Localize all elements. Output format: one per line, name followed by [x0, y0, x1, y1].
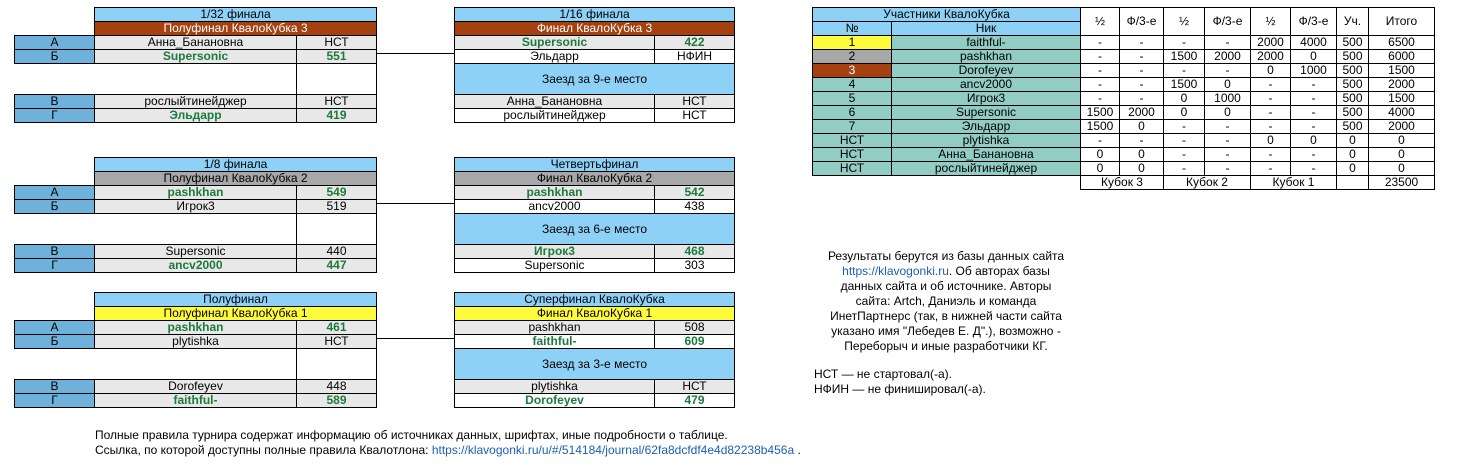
table-row: Б Игрок3 519 — [15, 200, 377, 214]
value-cell: 500 — [1337, 78, 1369, 92]
bracket-r32 — [14, 7, 377, 123]
table-row: Эльдарр НФИН — [455, 50, 735, 64]
table-row — [813, 92, 1435, 106]
value-cell: - — [1120, 134, 1164, 148]
nick-cell: Supersonic — [892, 106, 1081, 120]
table-row: faithful- 609 — [455, 335, 735, 349]
value-cell: 2000 — [1205, 50, 1251, 64]
value-cell: - — [1164, 120, 1205, 134]
grand-total: 23500 — [1369, 176, 1435, 190]
position-cell: НСТ — [813, 134, 892, 148]
connector-line — [376, 203, 454, 204]
column-header: Ник — [892, 22, 1081, 36]
value-cell: 0 — [1164, 92, 1205, 106]
position-cell: 7 — [813, 120, 892, 134]
nick-cell: Анна_Банановна — [892, 148, 1081, 162]
value-cell: 4000 — [1369, 106, 1435, 120]
value-cell: - — [1164, 134, 1205, 148]
column-header: Ф/3-е — [1291, 8, 1337, 36]
value-cell: - — [1081, 92, 1120, 106]
value-cell: 0 — [1337, 134, 1369, 148]
table-row: Dorofeyev 479 — [455, 394, 735, 408]
value-cell: 0 — [1205, 106, 1251, 120]
value-cell: 0 — [1120, 120, 1164, 134]
position-cell: НСТ — [813, 148, 892, 162]
value-cell: - — [1205, 36, 1251, 50]
value-cell: - — [1291, 106, 1337, 120]
value-cell: 2000 — [1369, 78, 1435, 92]
position-cell: 1 — [813, 36, 892, 50]
rules-link[interactable]: https://klavogonki.ru/u/#/514184/journal/62fa8dcfdf4e4d82238b456a — [431, 443, 795, 457]
column-header: ½ — [1251, 8, 1291, 36]
bracket-subtitle: Полуфинал КвалоКубка 2 — [95, 172, 377, 186]
table-row — [813, 148, 1435, 162]
table-row: Игрок3 468 — [455, 245, 735, 259]
bracket-subtitle: Финал КвалоКубка 1 — [455, 307, 735, 321]
position-cell: 4 — [813, 78, 892, 92]
table-row: Г faithful- 589 — [15, 394, 377, 408]
value-cell: - — [1164, 148, 1205, 162]
value-cell: - — [1081, 50, 1120, 64]
table-row: Supersonic 303 — [455, 259, 735, 273]
value-cell: - — [1081, 64, 1120, 78]
value-cell: 1500 — [1164, 78, 1205, 92]
value-cell: - — [1251, 148, 1291, 162]
position-cell: 6 — [813, 106, 892, 120]
value-cell: - — [1120, 36, 1164, 50]
placement-race-label: Заезд за 6-е место — [455, 214, 735, 245]
value-cell: 500 — [1337, 50, 1369, 64]
cup2-label: Кубок 2 — [1164, 176, 1251, 190]
value-cell: - — [1120, 92, 1164, 106]
table-row: В Supersonic 440 — [15, 245, 377, 259]
value-cell: - — [1164, 64, 1205, 78]
value-cell: - — [1205, 148, 1251, 162]
column-header: Итого — [1369, 8, 1435, 36]
cup3-label: Кубок 3 — [1081, 176, 1164, 190]
table-row — [813, 36, 1435, 50]
connector-line — [376, 338, 454, 339]
value-cell: 0 — [1251, 134, 1291, 148]
value-cell: 0 — [1205, 78, 1251, 92]
value-cell: - — [1205, 120, 1251, 134]
value-cell: 0 — [1081, 162, 1120, 176]
column-header: Ф/3-е — [1205, 8, 1251, 36]
table-row: Анна_Банановна НСТ — [455, 95, 735, 109]
value-cell: 2000 — [1251, 36, 1291, 50]
bracket-sf — [14, 292, 377, 408]
legend-nfin: НФИН — не финишировал(-а). — [814, 382, 986, 396]
table-row: рослыйтинейджер НСТ — [455, 109, 735, 123]
table-row — [813, 134, 1435, 148]
bracket-subtitle: Финал КвалоКубка 3 — [455, 22, 735, 36]
value-cell: 2000 — [1120, 106, 1164, 120]
nick-cell: Dorofeyev — [892, 64, 1081, 78]
legend-nst: НСТ — не стартовал(-а). — [814, 367, 952, 381]
value-cell: - — [1205, 64, 1251, 78]
value-cell: 2000 — [1251, 50, 1291, 64]
table-row: pashkhan 542 — [455, 186, 735, 200]
value-cell: 0 — [1291, 50, 1337, 64]
nick-cell: ancv2000 — [892, 78, 1081, 92]
legend — [814, 367, 986, 397]
value-cell: 1000 — [1291, 64, 1337, 78]
bracket-title: 1/8 финала — [95, 158, 377, 172]
table-row: pashkhan 508 — [455, 321, 735, 335]
footer-line1: Полные правила турнира содержат информацию об источниках данных, шрифтах, иные подробности о таблице. — [95, 428, 728, 442]
table-row — [813, 78, 1435, 92]
value-cell: 500 — [1337, 64, 1369, 78]
table-row: Б plytishka НСТ — [15, 335, 377, 349]
bracket-subtitle: Финал КвалоКубка 2 — [455, 172, 735, 186]
value-cell: 500 — [1337, 36, 1369, 50]
value-cell: 0 — [1291, 134, 1337, 148]
value-cell: - — [1120, 50, 1164, 64]
value-cell: 1500 — [1369, 64, 1435, 78]
placement-race-label: Заезд за 3-е место — [455, 349, 735, 380]
value-cell: 0 — [1251, 64, 1291, 78]
value-cell: - — [1081, 78, 1120, 92]
table-row: А Анна_Банановна НСТ — [15, 36, 377, 50]
bracket-subtitle: Полуфинал КвалоКубка 1 — [95, 307, 377, 321]
placement-race-label: Заезд за 9-е место — [455, 64, 735, 95]
bracket-r16 — [454, 7, 735, 123]
value-cell: 0 — [1120, 162, 1164, 176]
nick-cell: plytishka — [892, 134, 1081, 148]
bracket-title: Полуфинал — [95, 293, 377, 307]
value-cell: 0 — [1337, 148, 1369, 162]
value-cell: - — [1291, 162, 1337, 176]
table-row — [813, 162, 1435, 176]
value-cell: 0 — [1369, 134, 1435, 148]
info-block: Результаты берутся из базы данных сайта https://klavogonki.ru. Об авторах базы данных сайта и об источнике. Авторы сайта: Artch, Даниэль и команда ИнетПартнерс (так, в нижней части сайта указано имя "Лебедев Е. Д".), возможно - Переборыч и иные разработчики КГ. — [827, 249, 1065, 353]
value-cell: - — [1251, 120, 1291, 134]
table-row — [813, 50, 1435, 64]
bracket-qf — [454, 157, 735, 273]
value-cell: - — [1081, 36, 1120, 50]
footer: Полные правила турнира содержат информацию об источниках данных, шрифтах, иные подробности о таблице. Ссылка, по которой доступны полные правила Квалотлона: https://klavogonki.ru/u/#/514184/journal/62fa8dcfdf4e4d82238b456a . — [95, 428, 801, 457]
nick-cell: Эльдарр — [892, 120, 1081, 134]
value-cell: 1500 — [1369, 92, 1435, 106]
value-cell: - — [1081, 134, 1120, 148]
value-cell: - — [1251, 106, 1291, 120]
bracket-final — [454, 292, 735, 408]
bracket-title: 1/32 финала — [95, 8, 377, 22]
bracket-subtitle: Полуфинал КвалоКубка 3 — [95, 22, 377, 36]
column-header: ½ — [1164, 8, 1205, 36]
table-row: А pashkhan 461 — [15, 321, 377, 335]
bracket-title: 1/16 финала — [455, 8, 735, 22]
value-cell: - — [1251, 162, 1291, 176]
value-cell: 1500 — [1081, 120, 1120, 134]
value-cell: - — [1291, 120, 1337, 134]
connector-line — [376, 53, 454, 54]
value-cell: 500 — [1337, 92, 1369, 106]
value-cell: 500 — [1337, 106, 1369, 120]
value-cell: 6000 — [1369, 50, 1435, 64]
cup1-label: Кубок 1 — [1251, 176, 1337, 190]
value-cell: - — [1291, 92, 1337, 106]
table-row: Supersonic 422 — [455, 36, 735, 50]
value-cell: 1500 — [1164, 50, 1205, 64]
value-cell: 0 — [1081, 148, 1120, 162]
table-row: plytishka НСТ — [455, 380, 735, 394]
table-row: ancv2000 438 — [455, 200, 735, 214]
value-cell: - — [1205, 134, 1251, 148]
value-cell: - — [1205, 162, 1251, 176]
value-cell: - — [1251, 78, 1291, 92]
value-cell: 0 — [1120, 148, 1164, 162]
value-cell: - — [1120, 64, 1164, 78]
position-cell: НСТ — [813, 162, 892, 176]
value-cell: 500 — [1337, 120, 1369, 134]
table-row: Г ancv2000 447 — [15, 259, 377, 273]
table-row — [813, 64, 1435, 78]
nick-cell: Игрок3 — [892, 92, 1081, 106]
value-cell: - — [1120, 78, 1164, 92]
standings-title: Участники КвалоКубка — [813, 8, 1081, 22]
value-cell: 1500 — [1081, 106, 1120, 120]
source-link[interactable]: https://klavogonki.ru — [842, 264, 949, 278]
value-cell: 1000 — [1205, 92, 1251, 106]
table-row: В Dorofeyev 448 — [15, 380, 377, 394]
table-row: Б Supersonic 551 — [15, 50, 377, 64]
bracket-r8 — [14, 157, 377, 273]
table-row — [813, 106, 1435, 120]
value-cell: 0 — [1337, 162, 1369, 176]
nick-cell: рослыйтинейджер — [892, 162, 1081, 176]
nick-cell: pashkhan — [892, 50, 1081, 64]
bracket-title: Четвертьфинал — [455, 158, 735, 172]
value-cell: - — [1251, 92, 1291, 106]
table-row: В рослыйтинейджер НСТ — [15, 95, 377, 109]
nick-cell: faithful- — [892, 36, 1081, 50]
value-cell: - — [1291, 78, 1337, 92]
standings-table — [812, 7, 1435, 190]
value-cell: - — [1164, 162, 1205, 176]
position-cell: 3 — [813, 64, 892, 78]
table-row: Г Эльдарр 419 — [15, 109, 377, 123]
value-cell: 4000 — [1291, 36, 1337, 50]
position-cell: 5 — [813, 92, 892, 106]
table-row: А pashkhan 549 — [15, 186, 377, 200]
value-cell: 0 — [1164, 106, 1205, 120]
value-cell: - — [1291, 148, 1337, 162]
table-row — [813, 120, 1435, 134]
column-header: № — [813, 22, 892, 36]
value-cell: 0 — [1369, 148, 1435, 162]
value-cell: 2000 — [1369, 120, 1435, 134]
value-cell: - — [1164, 36, 1205, 50]
column-header: Ф/3-е — [1120, 8, 1164, 36]
position-cell: 2 — [813, 50, 892, 64]
value-cell: 6500 — [1369, 36, 1435, 50]
column-header: ½ — [1081, 8, 1120, 36]
value-cell: 0 — [1369, 162, 1435, 176]
column-header: Уч. — [1337, 8, 1369, 36]
bracket-title: Суперфинал КвалоКубка — [455, 293, 735, 307]
